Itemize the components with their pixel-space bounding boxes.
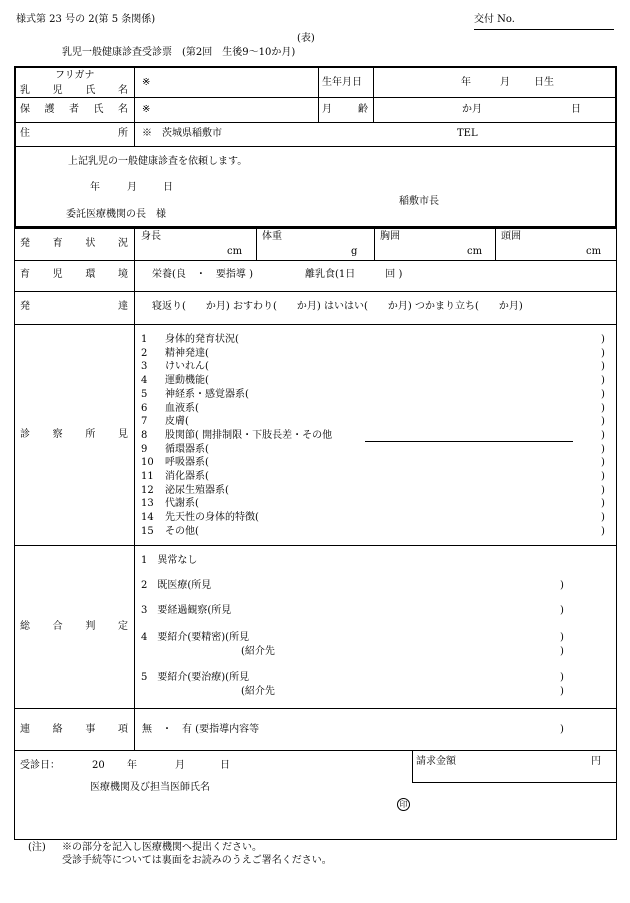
height-field[interactable]: 身長 cm	[141, 231, 243, 257]
request-addressee: 委託医療機関の長 様	[66, 209, 166, 220]
judgment-item-3[interactable]: 3 要経過観察(所見	[141, 605, 232, 616]
exam-item-number: 15	[141, 526, 154, 537]
guardian-name-label: 保 護 者 氏 名	[20, 104, 128, 115]
exam-item[interactable]	[141, 445, 209, 455]
receipt-number-field[interactable]	[474, 29, 614, 30]
mayor-name: 稲敷市長	[399, 196, 439, 207]
side-label: (表)	[297, 33, 315, 44]
exam-findings-label: 診 察 所 見	[20, 429, 128, 440]
growth-label: 発 育 状 況	[20, 238, 128, 249]
exam-item-number: 3	[141, 361, 148, 372]
exam-item-number: 13	[141, 498, 154, 509]
infant-name-label: 乳 児 氏 名	[20, 85, 128, 96]
exam-item[interactable]	[141, 390, 249, 400]
request-text: 上記乳児の一般健康診査を依頼します。	[68, 156, 248, 167]
note-prefix: (注)	[28, 842, 46, 853]
exam-item[interactable]	[141, 417, 189, 427]
exam-item-number: 9	[141, 444, 148, 455]
form-number: 様式第 23 号の 2(第 5 条関係)	[16, 14, 156, 25]
exam-item[interactable]	[141, 362, 209, 372]
exam-item-number: 11	[141, 471, 154, 482]
infant-name-field[interactable]: ※	[142, 77, 151, 88]
seal-mark[interactable]: 印	[397, 798, 410, 811]
exam-item[interactable]	[141, 431, 332, 441]
birthdate-label: 生年月日	[322, 77, 362, 88]
judgment-item-5-referral[interactable]: (紹介先	[241, 686, 275, 697]
exam-item-number: 6	[141, 403, 148, 414]
exam-item-number: 1	[141, 334, 148, 345]
billing-unit: 円	[591, 756, 601, 767]
exam-item-number: 2	[141, 348, 148, 359]
development-field[interactable]: 寝返り( か月) おすわり( か月) はいはい( か月) つかまり立ち( か月)	[152, 301, 523, 312]
exam-item-text: けいれん(	[165, 361, 209, 372]
form-title: 乳児一般健康診査受診票 (第2回 生後9〜10か月)	[62, 47, 296, 58]
exam-item-text: 呼吸器系(	[165, 457, 209, 468]
environment-label: 育 児 環 境	[20, 269, 128, 280]
age-label: 月 齢	[322, 104, 368, 115]
guardian-name-field[interactable]: ※	[142, 104, 151, 115]
tel-label: TEL	[457, 128, 478, 139]
exam-item[interactable]	[141, 458, 209, 468]
contact-field[interactable]: 無 ・ 有 (要指導内容等	[142, 724, 260, 735]
judgment-item-1[interactable]: 1 異常なし	[141, 555, 198, 566]
exam-item-text: 代謝系(	[165, 498, 199, 509]
exam-item-text: 血液系(	[165, 403, 199, 414]
exam-item-number: 14	[141, 512, 154, 523]
judgment-label: 総 合 判 定	[20, 621, 128, 632]
exam-date-label: 受診日：	[20, 760, 60, 771]
feeding-field[interactable]: 栄養(良 ・ 要指導 )	[152, 269, 253, 280]
head-field[interactable]: 頭囲 cm	[501, 231, 602, 257]
contact-label: 連 絡 事 項	[20, 724, 128, 735]
exam-item-text: 泌尿生殖器系(	[165, 485, 229, 496]
exam-item[interactable]	[141, 486, 229, 496]
exam-item-text: 消化器系(	[165, 471, 209, 482]
exam-item-text: 神経系・感覚器系(	[165, 389, 249, 400]
billing-label: 請求金額	[416, 756, 456, 767]
note-line-1: ※の部分を記入し医療機関へ提出ください。	[62, 842, 262, 853]
judgment-item-4-referral[interactable]: (紹介先	[241, 646, 275, 657]
development-label: 発 達	[20, 301, 128, 312]
exam-item-number: 10	[141, 457, 154, 468]
weight-field[interactable]: 体重 g	[262, 231, 358, 257]
exam-item[interactable]	[141, 376, 209, 386]
exam-item-text: 身体的発育状況(	[165, 334, 239, 345]
chest-field[interactable]: 胸囲 cm	[380, 231, 483, 257]
exam-item-number: 8	[141, 430, 148, 441]
exam-item-number: 4	[141, 375, 148, 386]
exam-item-text: 循環器系(	[165, 444, 209, 455]
clinic-doctor-label: 医療機関及び担当医師氏名	[90, 782, 210, 793]
address-label: 住 所	[20, 128, 128, 139]
exam-item-text: 皮膚(	[165, 416, 189, 427]
exam-item-number: 5	[141, 389, 148, 400]
hip-other-field[interactable]	[365, 441, 573, 442]
exam-item-text: 運動機能(	[165, 375, 209, 386]
exam-item[interactable]	[141, 472, 209, 482]
furigana-label: フリガナ	[55, 70, 95, 81]
address-field[interactable]: ※ 茨城県稲敷市	[142, 128, 222, 139]
exam-item[interactable]	[141, 349, 209, 359]
judgment-item-4[interactable]: 4 要紹介(要精密)(所見	[141, 632, 250, 643]
judgment-item-2[interactable]: 2 既医療(所見	[141, 580, 212, 591]
weaning-field[interactable]: 離乳食(1日 回 )	[305, 269, 403, 280]
judgment-item-5[interactable]: 5 要紹介(要治療)(所見	[141, 672, 250, 683]
exam-item[interactable]	[141, 513, 259, 523]
exam-table	[14, 228, 617, 840]
exam-item-text: 先天性の身体的特徴(	[165, 512, 259, 523]
exam-item-number: 7	[141, 416, 148, 427]
note-line-2: 受診手続等については裏面をお読みのうえご署名ください。	[62, 855, 332, 866]
receipt-number-label: 交付 No.	[474, 14, 515, 25]
exam-item-text: その他(	[165, 526, 199, 537]
exam-item-text: 股関節( 開排制限・下肢長差・その他	[165, 430, 333, 441]
exam-item-number: 12	[141, 485, 154, 496]
exam-item[interactable]	[141, 335, 239, 345]
exam-item[interactable]	[141, 527, 199, 537]
exam-item[interactable]	[141, 499, 199, 509]
exam-item[interactable]	[141, 404, 199, 414]
exam-item-text: 精神発達(	[165, 348, 209, 359]
